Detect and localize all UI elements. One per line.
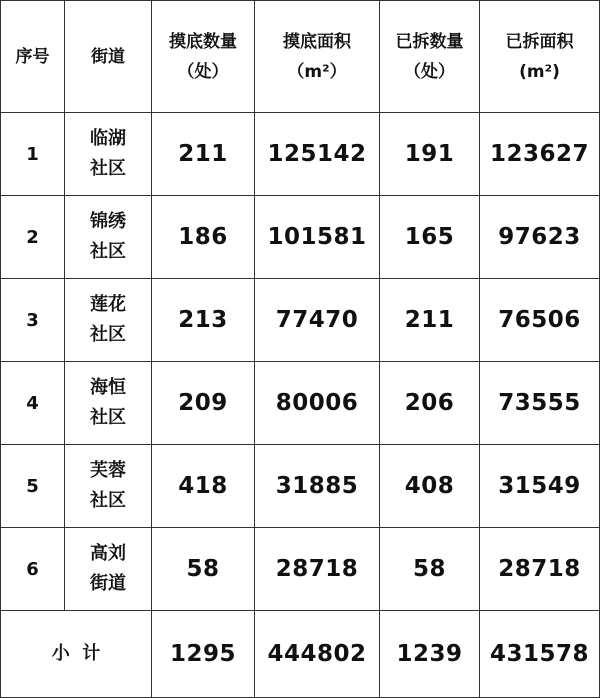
- street-name-line: 锦绣: [90, 211, 126, 232]
- street-name: [65, 113, 152, 196]
- total-surveyed-area: 444802: [255, 611, 380, 698]
- table-row: [1, 362, 600, 445]
- header-text: 摸底面积: [283, 31, 351, 52]
- surveyed-area: 28718: [255, 528, 380, 611]
- demolished-area: 123627: [480, 113, 600, 196]
- header-text: 序号: [15, 46, 50, 67]
- header-demolished-count: [380, 1, 480, 113]
- street-name: [65, 445, 152, 528]
- surveyed-area: 31885: [255, 445, 380, 528]
- header-text: 已拆面积: [505, 31, 574, 52]
- street-name-line: 海恒: [90, 377, 126, 398]
- table-row: [1, 113, 600, 196]
- header-street: [65, 1, 152, 113]
- surveyed-count: 418: [152, 445, 255, 528]
- street-name-line: 莲花: [90, 294, 126, 315]
- table-row: [1, 445, 600, 528]
- row-index: 3: [1, 279, 65, 362]
- total-row: [1, 611, 600, 698]
- surveyed-count: 186: [152, 196, 255, 279]
- street-name: [65, 528, 152, 611]
- street-name-line: 社区: [90, 490, 126, 511]
- surveyed-count: 211: [152, 113, 255, 196]
- street-name-line: 社区: [90, 241, 126, 262]
- demolished-area: 73555: [480, 362, 600, 445]
- table-row: [1, 279, 600, 362]
- street-name-line: 高刘: [90, 543, 126, 564]
- header-index: [1, 1, 65, 113]
- demolished-count: 58: [380, 528, 480, 611]
- row-index: 1: [1, 113, 65, 196]
- header-unit: (m²): [519, 61, 560, 82]
- table-row: [1, 528, 600, 611]
- street-name-line: 社区: [90, 324, 126, 345]
- street-name-line: 社区: [90, 407, 126, 428]
- row-index: 6: [1, 528, 65, 611]
- street-name-line: 临湖: [90, 128, 126, 149]
- demolished-area: 28718: [480, 528, 600, 611]
- header-unit: （m²）: [287, 61, 347, 82]
- total-label: 小 计: [1, 611, 152, 698]
- street-name-line: 芙蓉: [90, 460, 126, 481]
- surveyed-area: 125142: [255, 113, 380, 196]
- demolished-count: 206: [380, 362, 480, 445]
- header-surveyed-count: [152, 1, 255, 113]
- surveyed-count: 58: [152, 528, 255, 611]
- demolished-count: 165: [380, 196, 480, 279]
- demolished-count: 408: [380, 445, 480, 528]
- row-index: 2: [1, 196, 65, 279]
- total-demolished-area: 431578: [480, 611, 600, 698]
- total-surveyed-count: 1295: [152, 611, 255, 698]
- header-unit: （处）: [404, 61, 455, 82]
- street-name: [65, 196, 152, 279]
- surveyed-area: 101581: [255, 196, 380, 279]
- surveyed-area: 77470: [255, 279, 380, 362]
- header-unit: （处）: [177, 61, 229, 82]
- header-text: 已拆数量: [395, 31, 464, 52]
- row-index: 4: [1, 362, 65, 445]
- header-demolished-area: [480, 1, 600, 113]
- total-demolished-count: 1239: [380, 611, 480, 698]
- demolished-area: 31549: [480, 445, 600, 528]
- street-name: [65, 362, 152, 445]
- surveyed-area: 80006: [255, 362, 380, 445]
- surveyed-count: 209: [152, 362, 255, 445]
- demolished-count: 211: [380, 279, 480, 362]
- header-row: [1, 1, 600, 113]
- street-name-line: 社区: [90, 158, 126, 179]
- header-text: 街道: [91, 46, 125, 67]
- header-surveyed-area: [255, 1, 380, 113]
- demolished-area: 97623: [480, 196, 600, 279]
- street-name-line: 街道: [90, 573, 126, 594]
- demolished-area: 76506: [480, 279, 600, 362]
- surveyed-count: 213: [152, 279, 255, 362]
- street-name: [65, 279, 152, 362]
- header-text: 摸底数量: [169, 31, 237, 52]
- demolished-count: 191: [380, 113, 480, 196]
- row-index: 5: [1, 445, 65, 528]
- table-row: [1, 196, 600, 279]
